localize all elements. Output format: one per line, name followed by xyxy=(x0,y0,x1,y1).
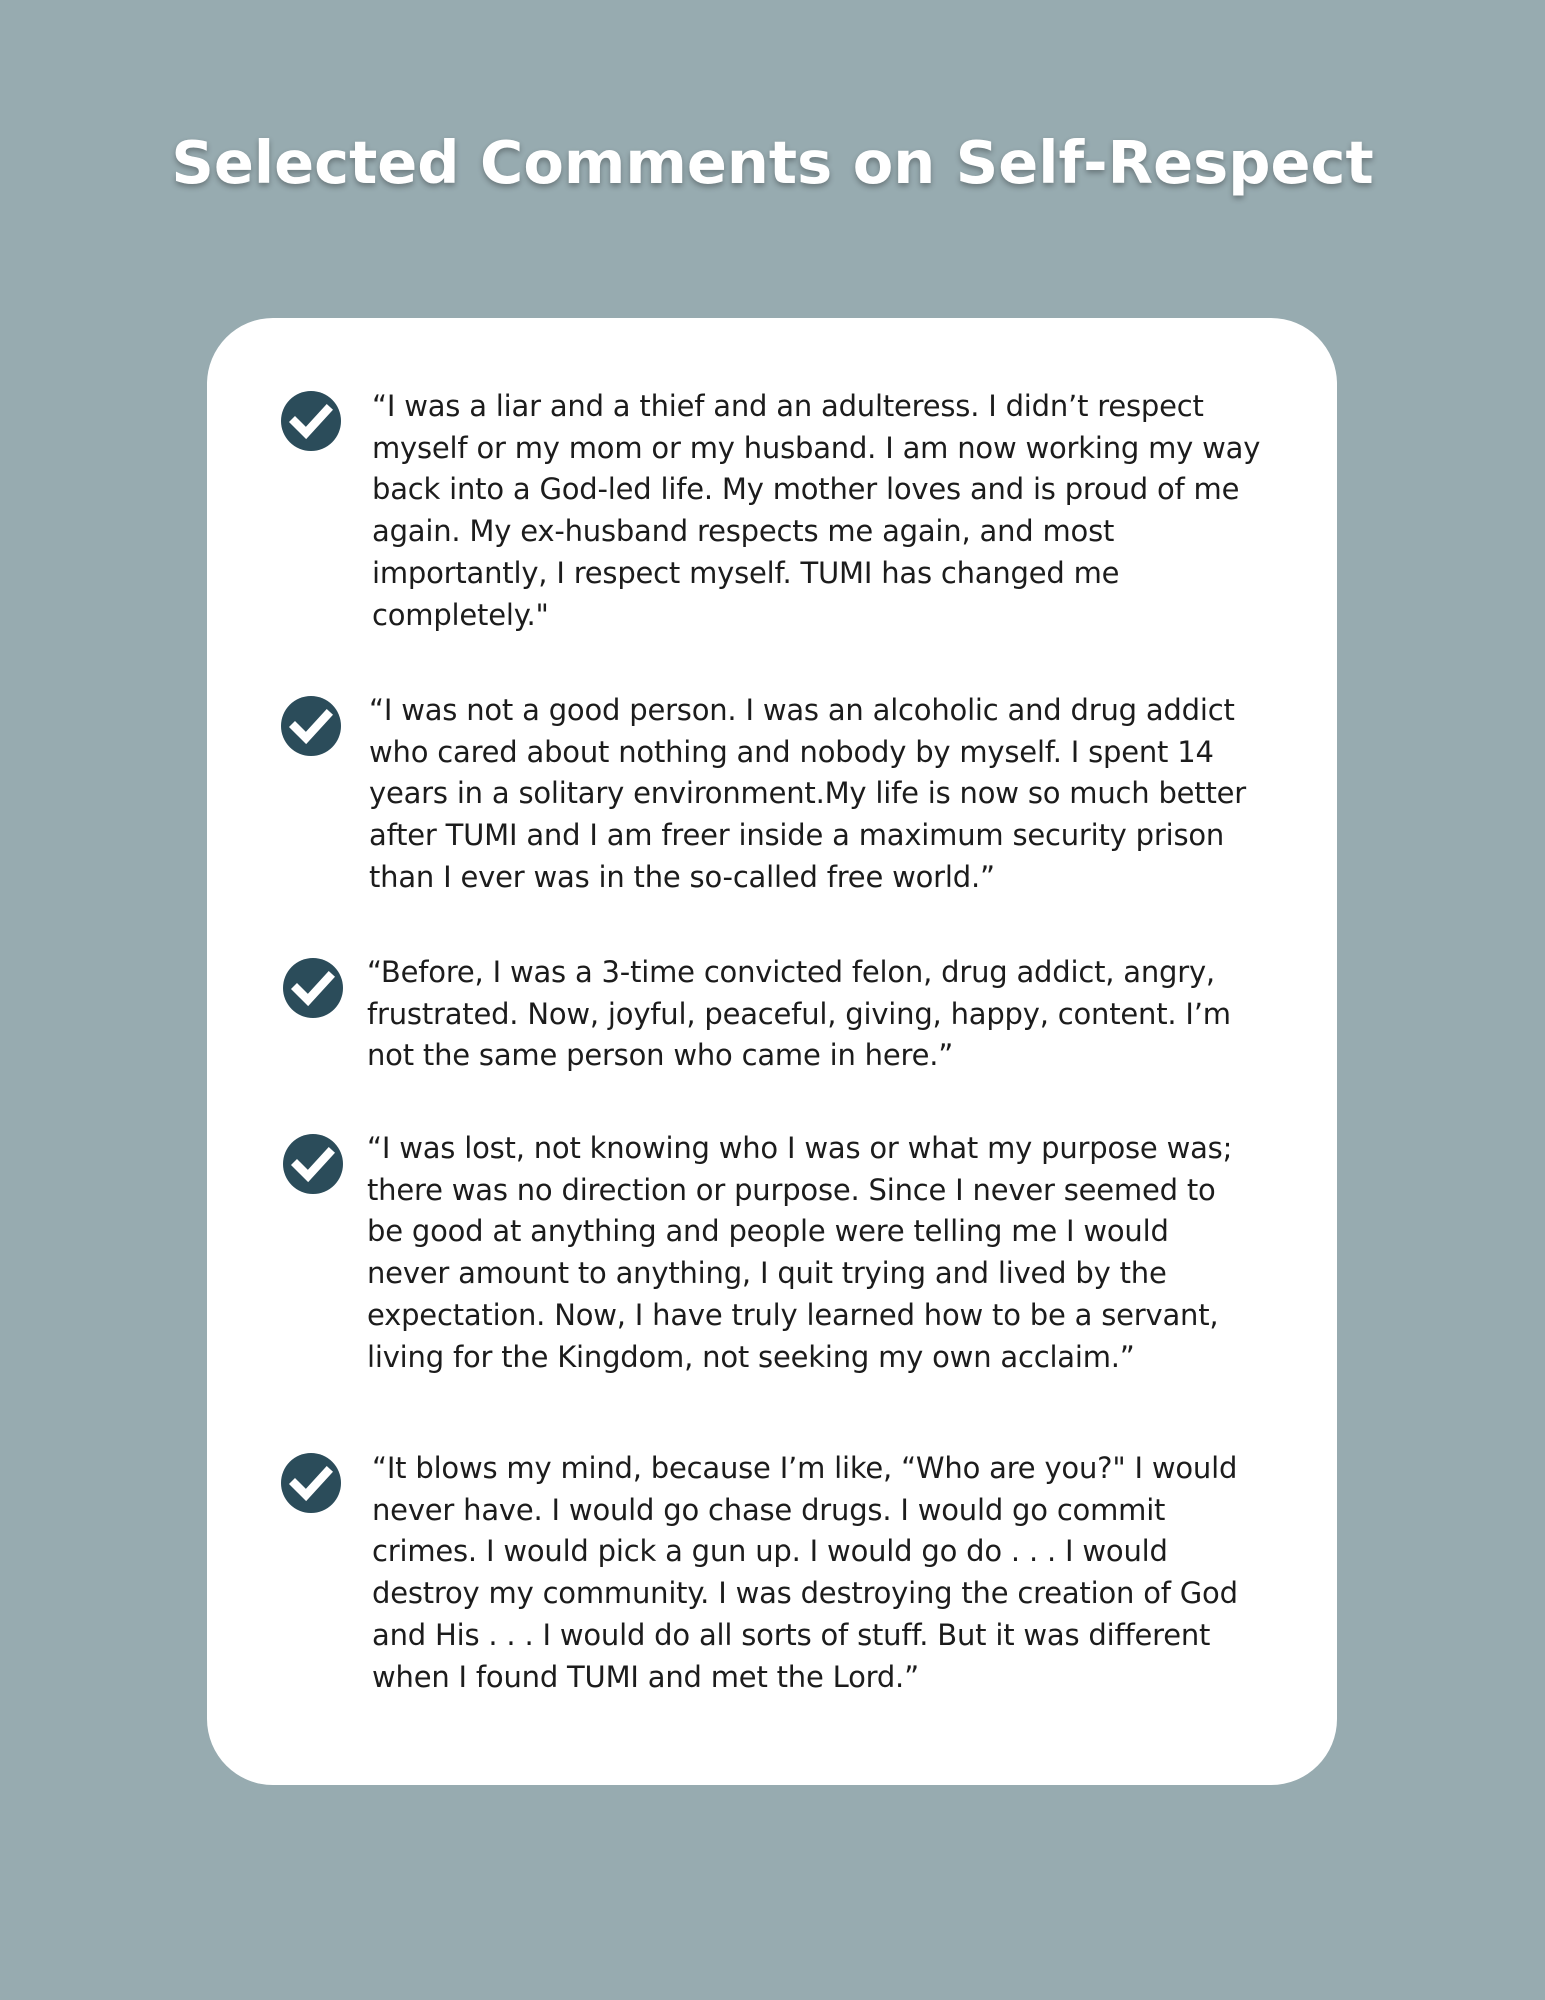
comment-text: “I was lost, not knowing who I was or what my purpose was; there was no direction or purpose. Since I never seemed to be good at anything and people were telling me I would never amount to anything, I quit trying and lived by the expectation. Now, I have truly learned how to be a servant, living for the Kingdom, not seeking my own acclaim.” xyxy=(367,1131,1233,1374)
check-circle-icon xyxy=(281,1453,341,1513)
comment-text: “I was a liar and a thief and an adulteress. I didn’t respect myself or my mom or my husband. I am now working my way back into a God-led life. My mother loves and is proud of me again. My ex-husband respects me again, and most importantly, I respect myself. TUMI has changed me completely." xyxy=(372,389,1261,632)
check-circle-icon xyxy=(283,1134,343,1194)
check-circle-icon xyxy=(281,391,341,451)
check-circle-icon xyxy=(281,696,341,756)
comment-text: “It blows my mind, because I’m like, “Who are you?" I would never have. I would go chase drugs. I would go commit crimes. I would pick a gun up. I would go do . . . I would destroy my community. I was destroying the creation of God and His . . . I would do all sorts of stuff. But it was different when I found TUMI and met the Lord.” xyxy=(372,1451,1238,1694)
comment-text: “Before, I was a 3-time convicted felon, drug addict, angry, frustrated. Now, joyful, peaceful, giving, happy, content. I’m not the same person who came in here.” xyxy=(367,955,1231,1073)
check-circle-icon xyxy=(283,958,343,1018)
page-title: Selected Comments on Self-Respect xyxy=(171,128,1374,197)
comment-text: “I was not a good person. I was an alcoholic and drug addict who cared about nothing and nobody by myself. I spent 14 years in a solitary environment.My life is now so much better after TUMI and I am freer inside a maximum security prison than I ever was in the so-called free world.” xyxy=(369,693,1247,894)
comments-card xyxy=(207,318,1337,1785)
